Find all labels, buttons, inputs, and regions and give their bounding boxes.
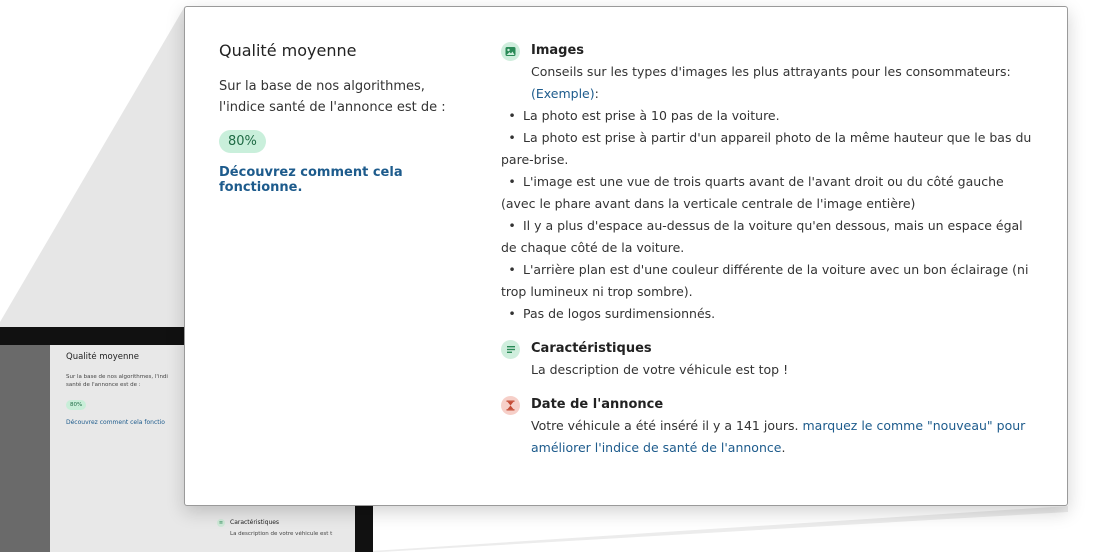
list-item: • La photo est prise à 10 pas de la voiture. [508, 108, 780, 123]
quality-summary [219, 41, 471, 195]
tip-text: La photo est prise à partir d'un appareil photo de la même hauteur que le bas du pare-brise. [501, 130, 1032, 167]
tip-text: Pas de logos surdimensionnés. [523, 306, 716, 321]
example-link[interactable]: (Exemple) [531, 86, 595, 101]
mini-quality-desc [66, 373, 184, 389]
images-intro [531, 61, 1041, 105]
tip-text: Il y a plus d'espace au-dessus de la voiture qu'en dessous, mais un espace égal de chaque côté de la voiture. [501, 218, 1023, 255]
mark-as-new-link[interactable]: marquez le comme "nouveau" pour améliorer l'indice de santé de l'annonce [531, 418, 1026, 455]
date-text [531, 415, 1041, 459]
mini-learn-more-link[interactable]: Découvrez comment cela fonctio [66, 419, 165, 426]
images-intro-text: Conseils sur les types d'images les plus attrayants pour les consommateurs: [531, 64, 1011, 79]
background-grey-panel [0, 345, 50, 552]
score-badge: 80% [219, 130, 266, 153]
mini-preview-strip [185, 505, 355, 552]
images-section [501, 41, 1041, 325]
listing-health-popup [184, 6, 1068, 506]
mini-list-icon: ≡ [218, 520, 224, 526]
background-dark-column [355, 505, 373, 552]
features-title: Caractéristiques [531, 341, 652, 356]
features-section [501, 339, 1041, 381]
date-section [501, 395, 1041, 459]
mini-desc-line-1: Sur la base de nos algorithmes, l'indi [66, 374, 168, 380]
list-item: • Pas de logos surdimensionnés. [508, 306, 716, 321]
quality-description: Sur la base de nos algorithmes, l'indice santé de l'annonce est de : [219, 79, 446, 115]
tip-text: L'arrière plan est d'une couleur différente de la voiture avec un bon éclairage (ni trop lumineux ni trop sombre). [501, 262, 1029, 299]
mini-feature-title: Caractéristiques [230, 519, 280, 526]
mini-quality-title: Qualité moyenne [66, 352, 140, 362]
list-item: • Il y a plus d'espace au-dessus de la voiture qu'en dessous, mais un espace égal de chaque côté de la voiture. [501, 218, 1023, 255]
quality-title: Qualité moyenne [219, 41, 357, 60]
learn-more-link[interactable]: Découvrez comment cela fonctionne. [219, 165, 403, 195]
list-item: • La photo est prise à partir d'un appareil photo de la même hauteur que le bas du pare-brise. [501, 130, 1032, 167]
list-icon [501, 340, 520, 359]
list-item: • L'arrière plan est d'une couleur différente de la voiture avec un bon éclairage (ni trop lumineux ni trop sombre). [501, 262, 1029, 299]
image-icon [501, 42, 520, 61]
images-intro-colon: : [594, 86, 599, 101]
background-dark-bar [0, 327, 185, 345]
images-title: Images [531, 43, 585, 58]
mini-desc-line-2: santé de l'annonce est de : [66, 382, 141, 388]
image-tips-list [501, 105, 1041, 325]
mini-feature-text: La description de votre véhicule est t [230, 531, 333, 537]
tip-text: La photo est prise à 10 pas de la voiture. [523, 108, 780, 123]
features-text: La description de votre véhicule est top ! [531, 362, 789, 377]
hourglass-icon [501, 396, 520, 415]
date-title: Date de l'annonce [531, 397, 664, 412]
date-end: . [781, 440, 786, 455]
recommendations [501, 41, 1041, 473]
list-item: • L'image est une vue de trois quarts avant de l'avant droit ou du côté gauche (avec le phare avant dans la verticale centrale de l'image entière) [501, 174, 1004, 211]
date-message: Votre véhicule a été inséré il y a 141 jours. [531, 418, 799, 433]
mini-score-badge: 80% [66, 400, 86, 410]
tip-text: L'image est une vue de trois quarts avant de l'avant droit ou du côté gauche (avec le phare avant dans la verticale centrale de l'image entière) [501, 174, 1004, 211]
